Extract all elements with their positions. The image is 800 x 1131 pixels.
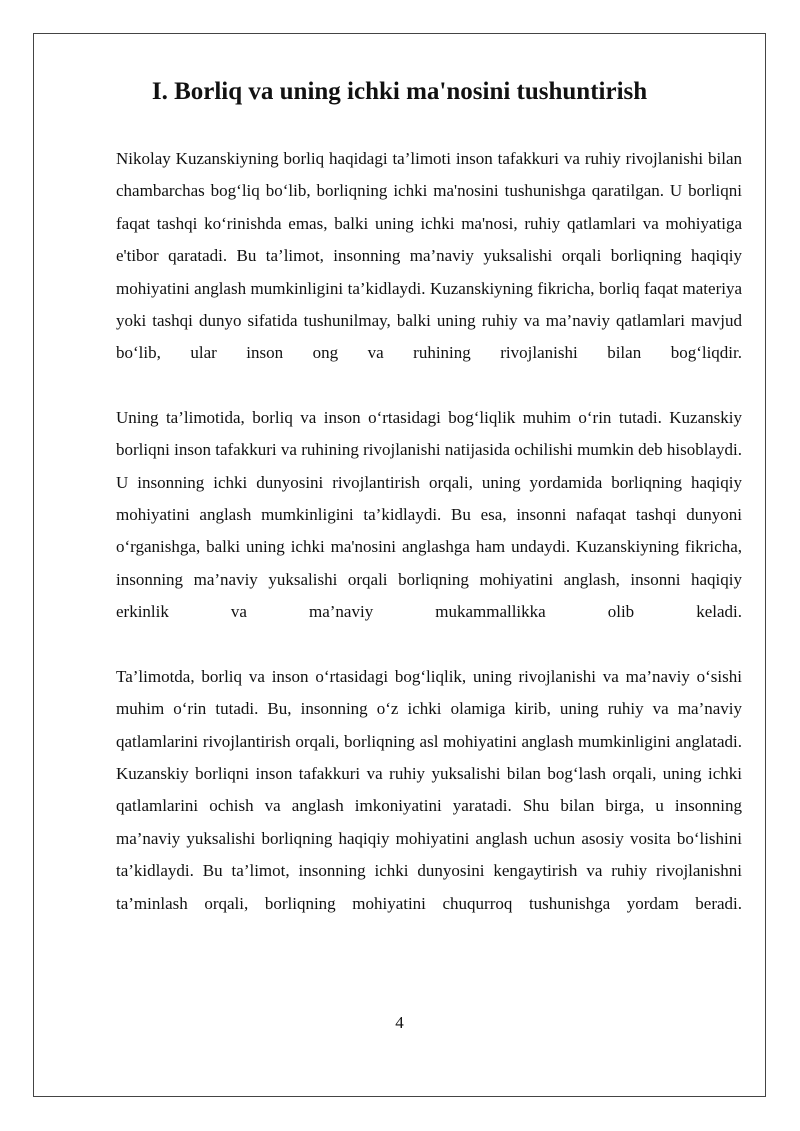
paragraph-3: Ta’limotda, borliq va inson o‘rtasidagi bog‘liqlik, uning rivojlanishi va ma’naviy o‘sishi muhim o‘rin tutadi. Bu, insonning o‘z ichki olamiga kirib, uning ruhiy va ma’naviy qatlamlarini rivojlantirish orqali, borliqning asl mohiyatini anglash mumkinligini anglatadi. Kuzanskiy borliqni inson tafakkuri va ruhiy yuksalishi bilan bog‘lash orqali, uning ichki qatlamlarini ochish va anglash imkoniyatini yaratadi. Shu bilan birga, u insonning ma’naviy yuksalishi borliqning haqiqiy mohiyatini anglash uchun asosiy vosita bo‘lishini ta’kidlaydi. Bu ta’limot, insonning ichki dunyosini kengaytirish va ruhiy rivojlanishni ta’minlash orqali, borliqning mohiyatini chuqurroq tushunishga yordam beradi. (116, 666, 742, 913)
page-number: 4 (395, 1013, 404, 1032)
paragraph-1: Nikolay Kuzanskiyning borliq haqidagi ta’limoti inson tafakkuri va ruhiy rivojlanishi bilan chambarchas bog‘liq bo‘lib, borliqning ichki ma'nosini tushunishga qaratilgan. U borliqni faqat tashqi ko‘rinishda emas, balki uning ichki ma'nosi, ruhiy qatlamlari va mohiyatiga e'tibor qaratadi. Bu ta’limot, insonning ma’naviy yuksalishi orqali borliqning haqiqiy mohiyatini anglash mumkinligini ta’kidlaydi. Kuzanskiyning fikricha, borliq faqat materiya yoki tashqi dunyo sifatida tushunilmay, balki uning ruhiy va ma’naviy qatlamlari mavjud bo‘lib, ular inson ong va ruhining rivojlanishi bilan bog‘liqdir. (116, 149, 742, 363)
document-body (116, 143, 742, 952)
paragraph-2: Uning ta’limotida, borliq va inson o‘rtasidagi bog‘liqlik muhim o‘rin tutadi. Kuzanskiy borliqni inson tafakkuri va ruhining rivojlanishi natijasida ochilishi mumkin deb hisoblaydi. U insonning ichki dunyosini rivojlantirish orqali, uning yordamida borliqning haqiqiy mohiyatini anglash mumkinligini ta’kidlaydi. Bu esa, insonni nafaqat tashqi dunyoni o‘rganishga, balki uning ichki ma'nosini anglashga ham undaydi. Kuzanskiyning fikricha, insonning ma’naviy yuksalishi orqali borliqning mohiyatini anglash, insonni haqiqiy erkinlik va ma’naviy mukammallikka olib keladi. (116, 407, 742, 622)
page-title: I. Borliq va uning ichki ma'nosini tushuntirish (151, 78, 648, 105)
